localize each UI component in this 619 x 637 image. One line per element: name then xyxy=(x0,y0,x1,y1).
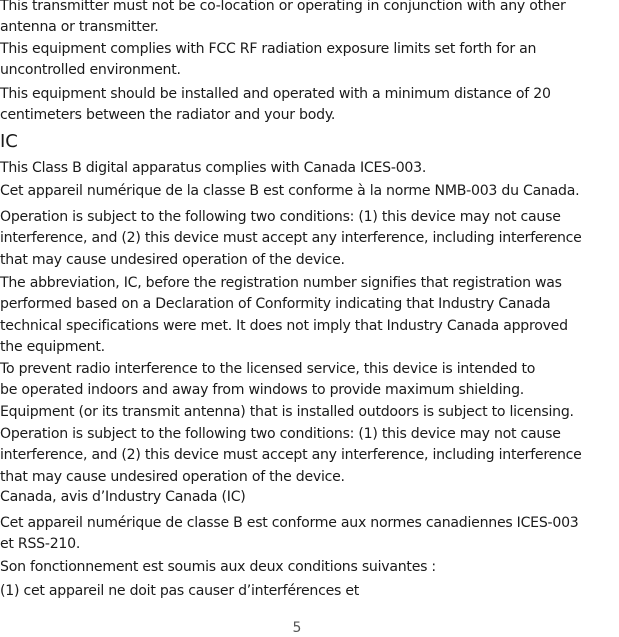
text-line: technical specifications were met. It does not imply that Industry Canada approved xyxy=(0,317,568,334)
text-line: Cet appareil numérique de la classe B est conforme à la norme NMB-003 du Canada. xyxy=(0,183,580,199)
ic-paragraph-operation-conditions-repeat xyxy=(0,424,582,488)
text-line: Son fonctionnement est soumis aux deux conditions suivantes : xyxy=(0,559,436,575)
text-line: interference, and (2) this device must accept any interference, including interference xyxy=(0,447,582,464)
text-line: performed based on a Declaration of Conformity indicating that Industry Canada xyxy=(0,296,551,313)
page-number: 5 xyxy=(292,620,302,636)
ic-paragraph-ices-003 xyxy=(0,158,426,179)
text-line: the equipment. xyxy=(0,338,105,355)
text-line: Cet appareil numérique de classe B est conforme aux normes canadiennes ICES-003 xyxy=(0,515,579,531)
section-heading-ic: IC xyxy=(0,131,18,152)
text-line: To prevent radio interference to the licensed service, this device is intended to xyxy=(0,361,536,377)
ic-paragraph-abbreviation xyxy=(0,273,568,358)
text-line: (1) cet appareil ne doit pas causer d’interférences et xyxy=(0,583,360,599)
text-line: Equipment (or its transmit antenna) that is installed outdoors is subject to licensing. xyxy=(0,403,574,420)
text-line: be operated indoors and away from windows to provide maximum shielding. xyxy=(0,382,525,399)
text-line: This transmitter must not be co-location or operating in conjunction with any other xyxy=(0,0,566,14)
text-line: This Class B digital apparatus complies with Canada ICES-003. xyxy=(0,160,427,176)
text-line: et RSS-210. xyxy=(0,536,81,553)
ic-paragraph-operation-conditions xyxy=(0,207,582,271)
ic-paragraph-fonctionnement xyxy=(0,557,436,578)
text-line: that may cause undesired operation of the device. xyxy=(0,468,345,485)
text-line: interference, and (2) this device must accept any interference, including interference xyxy=(0,230,582,247)
ic-paragraph-nmb-003 xyxy=(0,181,579,202)
ic-paragraph-condition-one xyxy=(0,581,359,602)
ic-paragraph-canada-avis xyxy=(0,487,246,508)
ic-paragraph-classe-b xyxy=(0,513,579,556)
fcc-paragraph-minimum-distance xyxy=(0,84,551,127)
ic-paragraph-radio-interference xyxy=(0,359,574,423)
text-line: This equipment should be installed and operated with a minimum distance of 20 xyxy=(0,86,551,102)
text-line: antenna or transmitter. xyxy=(0,19,159,36)
text-line: The abbreviation, IC, before the registration number signifies that registration was xyxy=(0,275,562,291)
fcc-paragraph-exposure-limits xyxy=(0,39,536,82)
text-line: This equipment complies with FCC RF radiation exposure limits set forth for an xyxy=(0,41,537,57)
text-line: Canada, avis d’Industry Canada (IC) xyxy=(0,489,246,505)
text-line: that may cause undesired operation of the device. xyxy=(0,251,345,268)
text-line: centimeters between the radiator and your body. xyxy=(0,107,336,124)
text-line: Operation is subject to the following two conditions: (1) this device may not cause xyxy=(0,426,561,442)
text-line: Operation is subject to the following two conditions: (1) this device may not cause xyxy=(0,209,561,225)
fcc-paragraph-colocation xyxy=(0,0,566,39)
text-line: uncontrolled environment. xyxy=(0,62,181,79)
